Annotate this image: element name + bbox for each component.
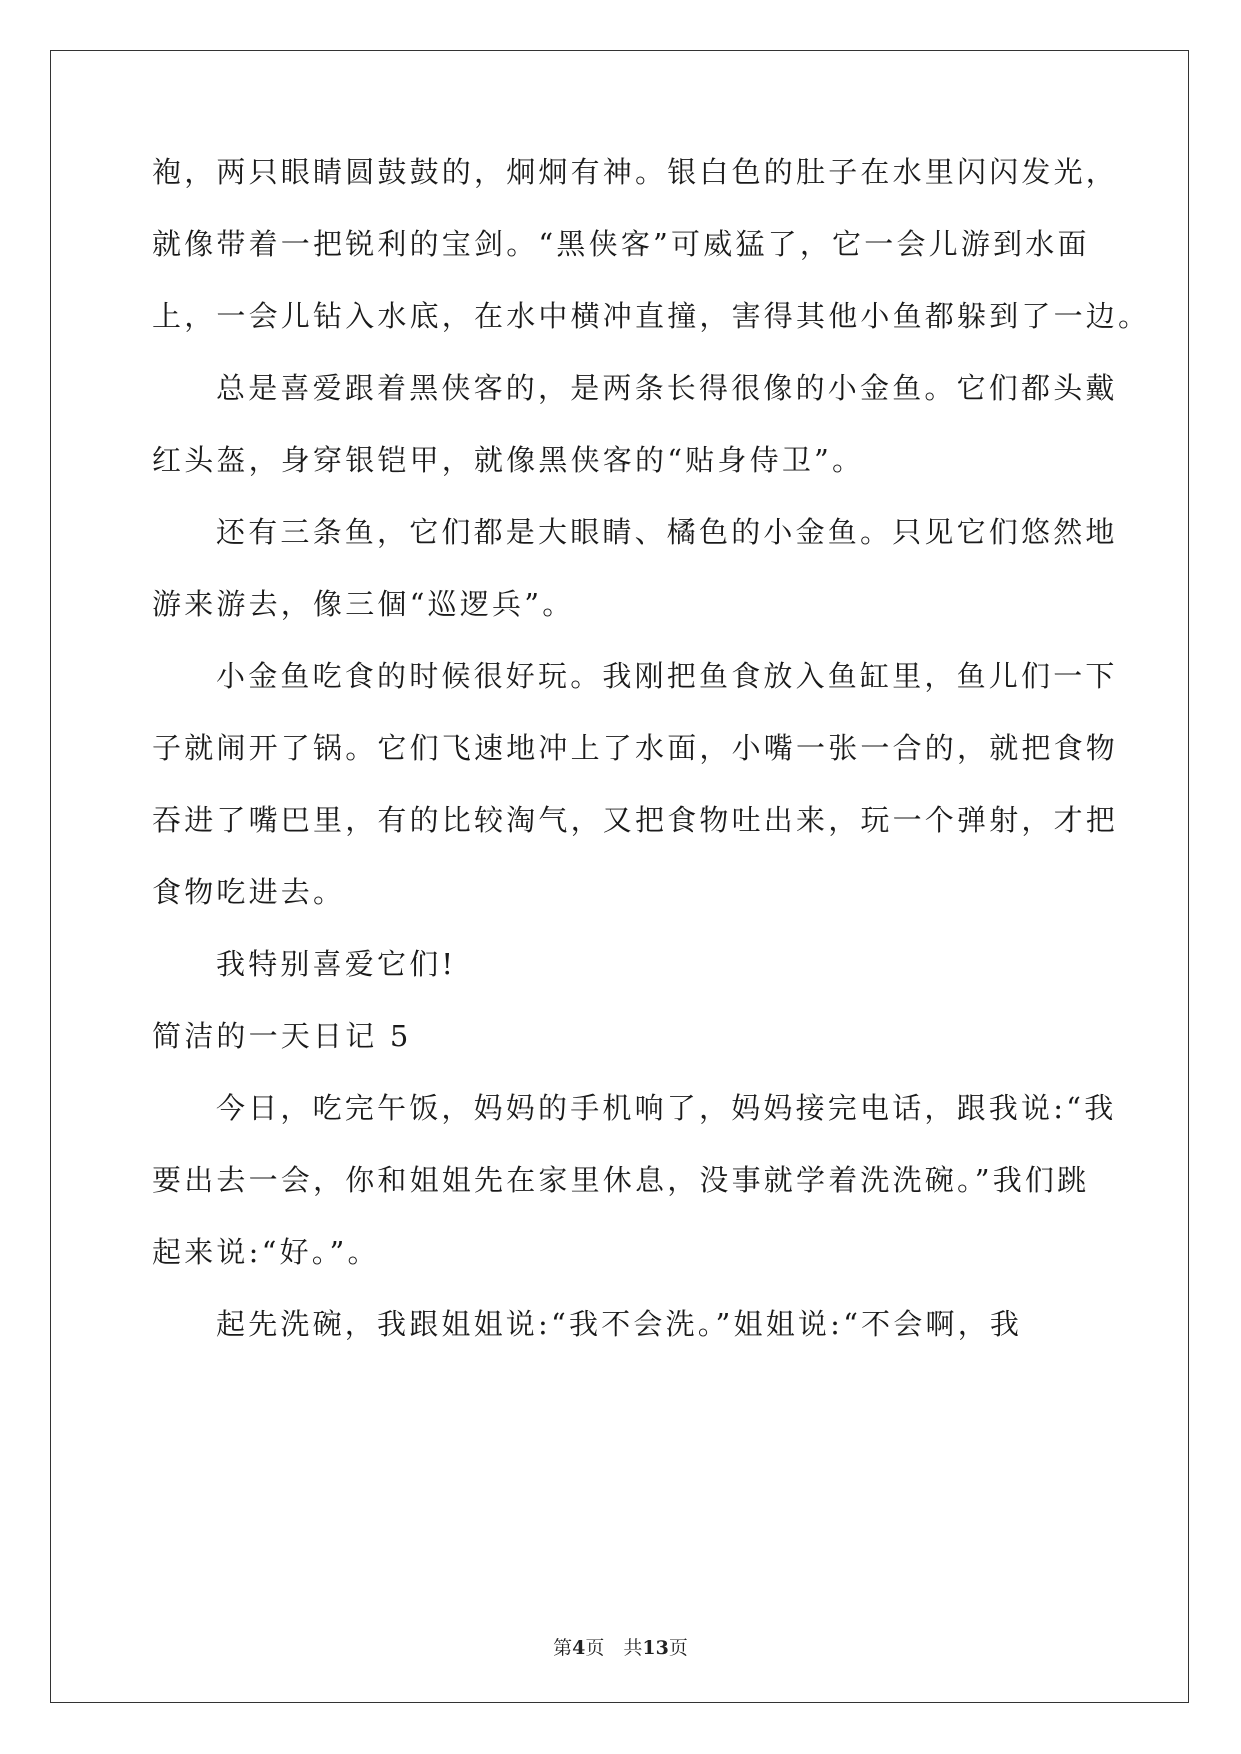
text-line: 红头盔，身穿银铠甲，就像黑侠客的“贴身侍卫”。 <box>152 443 865 477</box>
current-page-number: 4 <box>572 1637 586 1659</box>
paragraph-start-line: 起先洗碗，我跟姐姐说:“我不会洗。”姐姐说:“不会啊，我 <box>216 1307 1023 1341</box>
text-line: 子就闹开了锅。它们飞速地冲上了水面，小嘴一张一合的，就把食物 <box>152 731 1119 765</box>
paragraph-start-line: 还有三条鱼，它们都是大眼睛、橘色的小金鱼。只见它们悠然地 <box>216 515 1118 549</box>
total-page-number: 13 <box>642 1637 669 1659</box>
page-label-mid: 页 共 <box>585 1637 643 1659</box>
text-line: 吞进了嘴巴里，有的比较淘气，又把食物吐出来，玩一个弹射，才把 <box>152 803 1119 837</box>
text-line: 就像带着一把锐利的宝剑。“黑侠客”可威猛了，它一会儿游到水面 <box>152 227 1090 261</box>
text-line: 食物吃进去。 <box>152 875 346 909</box>
paragraph-start-line: 今日，吃完午饭，妈妈的手机响了，妈妈接完电话，跟我说:“我 <box>216 1091 1117 1125</box>
page-label-prefix: 第 <box>553 1637 573 1659</box>
paragraph-start-line: 小金鱼吃食的时候很好玩。我刚把鱼食放入鱼缸里，鱼儿们一下 <box>216 659 1118 693</box>
text-line: 袍，两只眼睛圆鼓鼓的，炯炯有神。银白色的肚子在水里闪闪发光， <box>152 155 1119 189</box>
paragraph-start-line: 总是喜爱跟着黑侠客的，是两条长得很像的小金鱼。它们都头戴 <box>216 371 1118 405</box>
text-line: 起来说:“好。”。 <box>152 1235 380 1269</box>
text-line: 要出去一会，你和姐姐先在家里休息，没事就学着洗洗碗。”我们跳 <box>152 1163 1090 1197</box>
section-heading: 简洁的一天日记 5 <box>152 1019 412 1053</box>
text-line: 上，一会儿钻入水底，在水中横冲直撞，害得其他小鱼都躲到了一边。 <box>152 299 1151 333</box>
page-footer <box>0 1636 1241 1660</box>
paragraph-start-line: 我特别喜爱它们! <box>216 947 457 981</box>
text-line: 游来游去，像三個“巡逻兵”。 <box>152 587 575 621</box>
page-label-suffix: 页 <box>668 1637 688 1659</box>
